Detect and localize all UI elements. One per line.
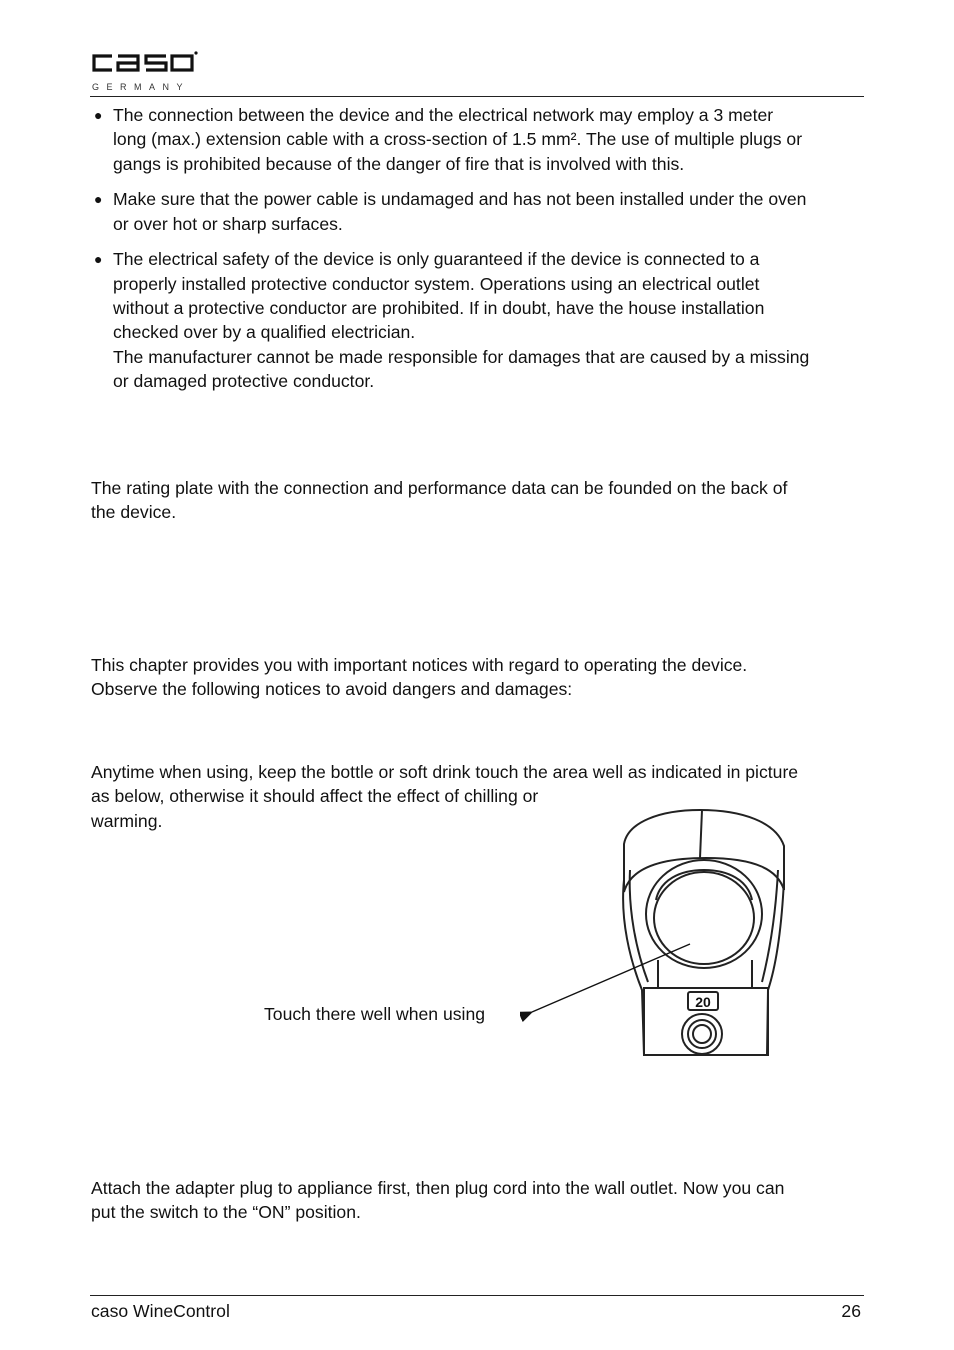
- paragraph-line: Anytime when using, keep the bottle or soft drink touch the area well as indicated in picture: [91, 762, 799, 782]
- paragraph-line: This chapter provides you with important notices with regard to operating the device.: [91, 655, 748, 675]
- device-illustration: [520, 800, 790, 1062]
- paragraph-line: The rating plate with the connection and performance data can be founded on the back of: [91, 478, 788, 498]
- safety-bullet-list: [94, 103, 884, 405]
- paragraph-line: Observe the following notices to avoid dangers and damages:: [91, 679, 573, 700]
- list-item: [94, 103, 884, 176]
- paragraph-line: put the switch to the “ON” position.: [91, 1202, 361, 1223]
- rating-plate-paragraph: [91, 476, 787, 525]
- list-item-line: checked over by a qualified electrician.: [113, 322, 416, 343]
- list-item-line: Make sure that the power cable is undamaged and has not been installed under the oven: [113, 189, 807, 210]
- adapter-paragraph: [91, 1176, 784, 1225]
- display-value: 20: [695, 994, 711, 1010]
- list-item-line: properly installed protective conductor system. Operations using an electrical outlet: [113, 273, 760, 294]
- figure-caption: Touch there well when using: [264, 1004, 486, 1024]
- brand-logo: [88, 44, 204, 96]
- pointer-arrow-icon: [532, 944, 690, 1012]
- footer-title: caso WineControl: [91, 1301, 230, 1321]
- chapter-intro-paragraph: [91, 653, 747, 702]
- paragraph-line: warming.: [91, 810, 163, 831]
- paragraph-line: as below, otherwise it should affect the effect of chilling or: [91, 786, 539, 807]
- list-item-line: The manufacturer cannot be made responsible for damages that are caused by a missing: [113, 346, 810, 367]
- list-item: [94, 187, 884, 236]
- list-item-line: or damaged protective conductor.: [113, 370, 375, 391]
- list-item-line: The electrical safety of the device is only guaranteed if the device is connected to a: [113, 249, 760, 270]
- bullet-icon: ●: [94, 251, 103, 268]
- list-item-line: The connection between the device and the electrical network may employ a 3 meter: [113, 105, 774, 125]
- list-item-line: without a protective conductor are prohibited. If in doubt, have the house installation: [113, 298, 765, 319]
- list-item-line: long (max.) extension cable with a cross-section of 1.5 mm². The use of multiple plugs or: [113, 129, 803, 150]
- logo-subtitle: GERMANY: [92, 82, 191, 92]
- list-item-line: or over hot or sharp surfaces.: [113, 213, 343, 234]
- list-item-line: gangs is prohibited because of the danger of fire that is involved with this.: [113, 153, 685, 174]
- paragraph-line: Attach the adapter plug to appliance first, then plug cord into the wall outlet. Now you can: [91, 1178, 785, 1198]
- header-rule: [90, 96, 864, 97]
- bullet-icon: ●: [94, 191, 103, 208]
- footer-rule: [90, 1295, 864, 1296]
- bullet-icon: ●: [94, 107, 103, 123]
- caso-logo-icon: [88, 44, 204, 78]
- list-item: [94, 247, 884, 393]
- page-number: 26: [841, 1301, 861, 1321]
- paragraph-line: the device.: [91, 502, 177, 523]
